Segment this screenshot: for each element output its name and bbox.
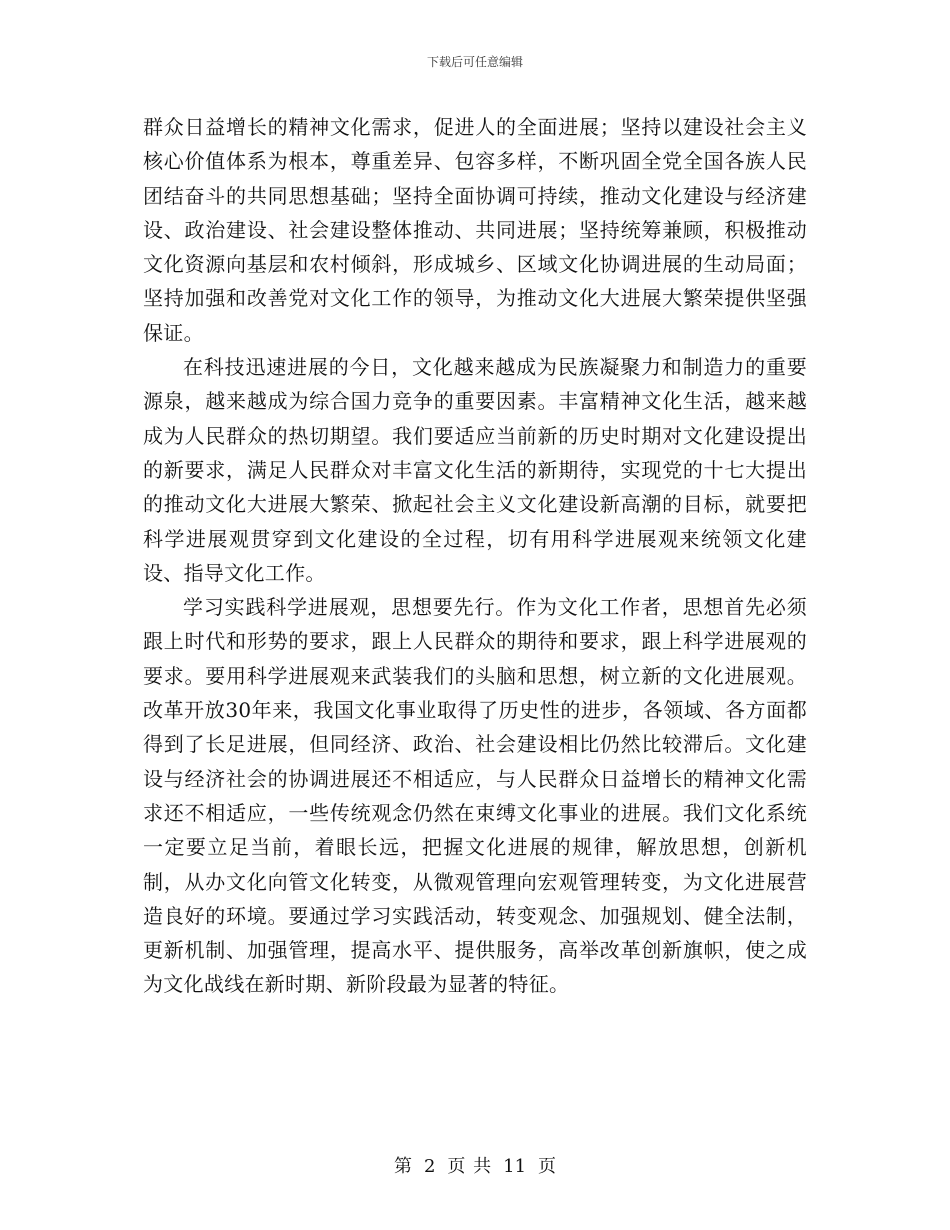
footer-suffix: 页 [538,1156,557,1177]
paragraph-2: 在科技迅速进展的今日，文化越来越成为民族凝聚力和制造力的重要源泉，越来越成为综合国力竞争的重要因素。丰富精神文化生活，越来越成为人民群众的热切期望。我们要适应当前新的历史时期对文化建设提出的新要求，满足人民群众对丰富文化生活的新期待，实现党的十七大提出的推动文化大进展大繁荣、掀起社会主义文化建设新高潮的目标，就要把科学进展观贯穿到文化建设的全过程，切有用科学进展观来统领文化建设、指导文化工作。 [143,355,807,585]
footer-prefix: 第 [393,1156,412,1177]
total-page-count: 11 [503,1156,527,1177]
page-footer [0,1152,950,1178]
paragraph-1: 群众日益增长的精神文化需求，促进人的全面进展；坚持以建设社会主义核心价值体系为根本，尊重差异、包容多样，不断巩固全党全国各族人民团结奋斗的共同思想基础；坚持全面协调可持续，推动文化建设与经济建设、政治建设、社会建设整体推动、共同进展；坚持统筹兼顾，积极推动文化资源向基层和农村倾斜，形成城乡、区域文化协调进展的生动局面；坚持加强和改善党对文化工作的领导，为推动文化大进展大繁荣提供坚强保证。 [143,115,807,345]
document-body [143,110,807,1002]
paragraph-3: 学习实践科学进展观，思想要先行。作为文化工作者，思想首先必须跟上时代和形势的要求，跟上人民群众的期待和要求，跟上科学进展观的要求。要用科学进展观来武装我们的头脑和思想，树立新的文化进展观。改革开放30年来，我国文化事业取得了历史性的进步，各领域、各方面都得到了长足进展，但同经济、政治、社会建设相比仍然比较滞后。文化建设与经济社会的协调进展还不相适应，与人民群众日益增长的精神文化需求还不相适应，一些传统观念仍然在束缚文化事业的进展。我们文化系统一定要立足当前，着眼长远，把握文化进展的规律，解放思想，创新机制，从办文化向管文化转变，从微观管理向宏观管理转变，为文化进展营造良好的环境。要通过学习实践活动，转变观念、加强规划、健全法制，更新机制、加强管理，提高水平、提供服务，高举改革创新旗帜，使之成为文化战线在新时期、新阶段最为显著的特征。 [143,595,807,997]
footer-middle: 页 共 [447,1156,492,1177]
current-page-number: 2 [423,1156,436,1177]
header-note: 下载后可任意编辑 [426,55,523,69]
